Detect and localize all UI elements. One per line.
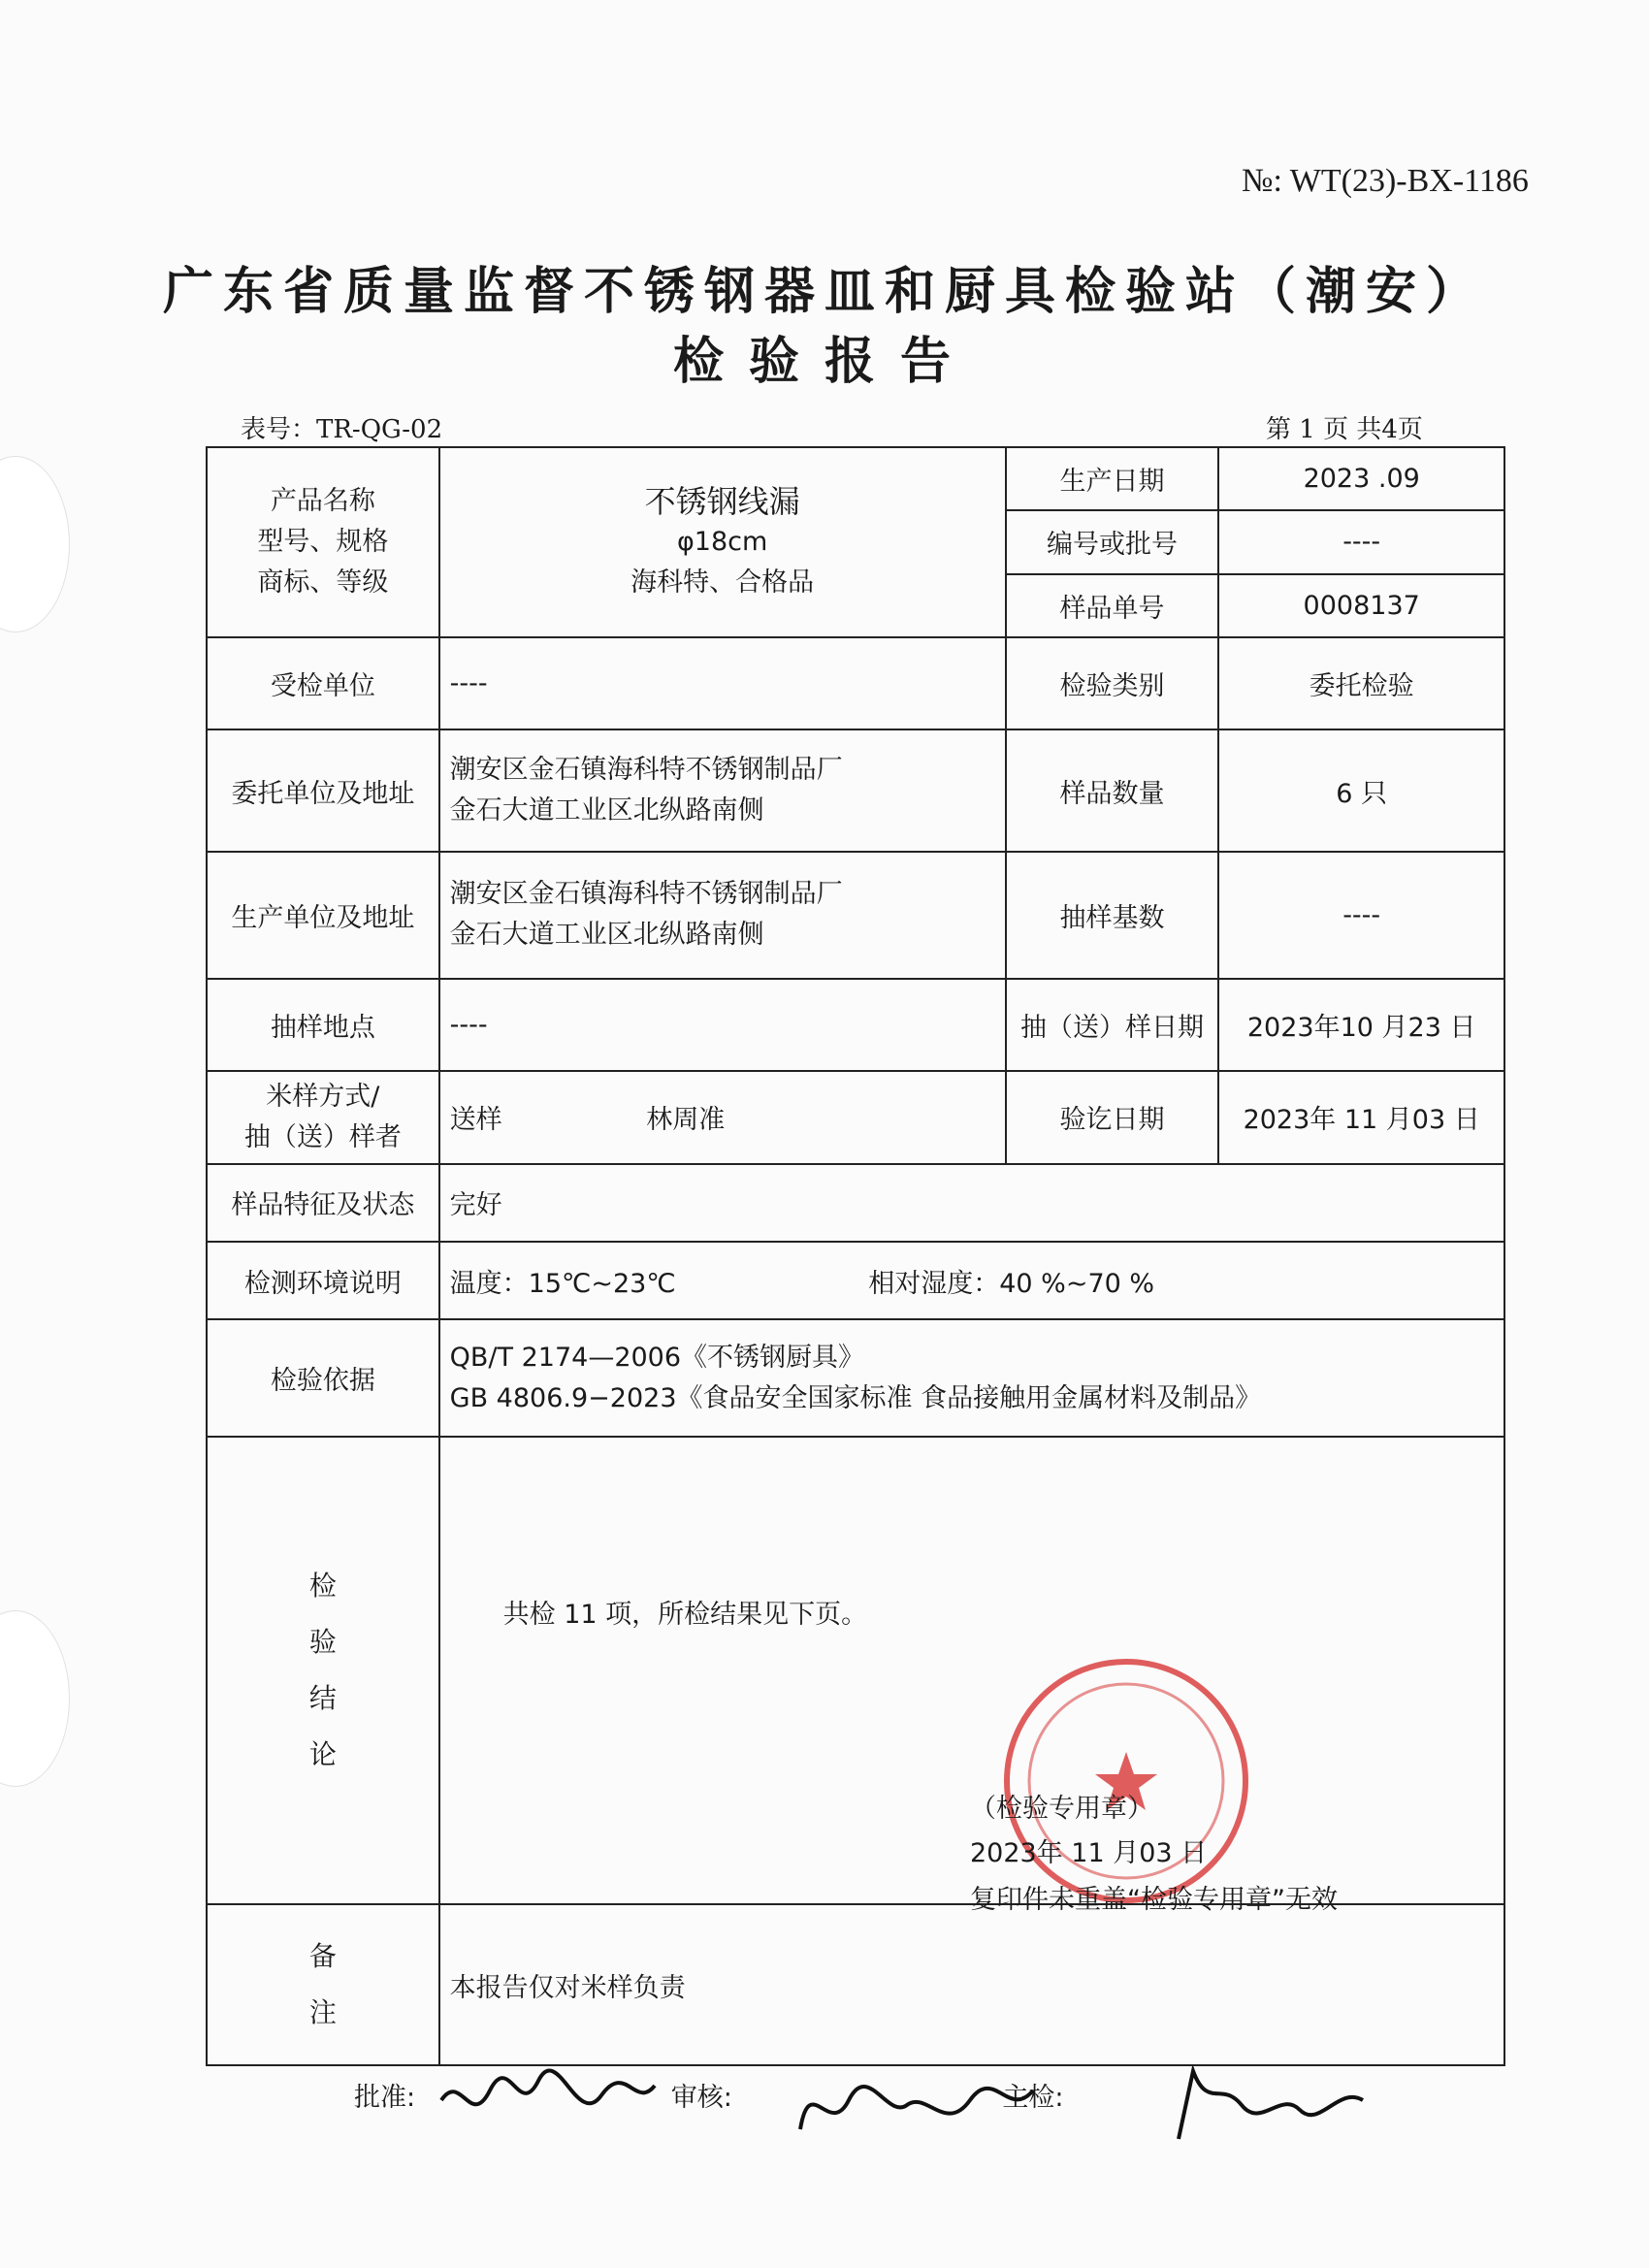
finish-date-label: 验讫日期 [1006,1071,1219,1163]
sample-state-value: 完好 [439,1164,1504,1242]
review-label: 审核: [670,2083,732,2113]
inspector-signature [1164,2061,1377,2149]
sample-qty-value: 6 只 [1218,729,1504,852]
client-value: 潮安区金石镇海科特不锈钢制品厂 金石大道工业区北纵路南侧 [439,729,1006,852]
page-info: 第 1 页 共4页 [1266,415,1423,444]
punch-hole [0,456,70,632]
punch-hole [0,1610,70,1787]
inspection-type-label: 检验类别 [1006,637,1219,729]
inspection-type-value: 委托检验 [1218,637,1504,729]
page-subtitle: 检验报告 [672,332,976,391]
conclusion-text: 共检 11 项，所检结果见下页。 [502,1600,868,1630]
production-date-value: 2023 .09 [1218,447,1504,510]
approve-label: 批准: [354,2083,416,2113]
reviewer-signature [791,2061,1043,2149]
finish-date-value: 2023年 11 月03 日 [1218,1071,1504,1163]
inspected-unit-label: 受检单位 [207,637,439,729]
product-name-value: 不锈钢线漏 φ18cm 海科特、合格品 [439,447,1006,637]
stamp-date: 2023年 11 月03 日 [970,1838,1208,1868]
sample-no-value: 0008137 [1218,574,1504,637]
batch-label: 编号或批号 [1006,510,1219,573]
sampling-base-label: 抽样基数 [1006,852,1219,979]
inspected-unit-value: ---- [439,637,1006,729]
sampling-method-label: 米样方式/ 抽（送）样者 [207,1071,439,1163]
sampling-date-value: 2023年10 月23 日 [1218,979,1504,1071]
sampler-name: 林周准 [646,1105,726,1136]
sample-state-label: 样品特征及状态 [207,1164,439,1242]
sampling-place-value: ---- [439,979,1006,1071]
sample-no-label: 样品单号 [1006,574,1219,637]
remark-label: 备 注 [207,1904,439,2065]
sampling-place-label: 抽样地点 [207,979,439,1071]
remark-value: 本报告仅对米样负责 [439,1904,1504,2065]
producer-value: 潮安区金石镇海科特不锈钢制品厂 金石大道工业区北纵路南侧 [439,852,1006,979]
inspect-label: 主检: [1002,2083,1064,2113]
basis-label: 检验依据 [207,1319,439,1437]
basis-value: QB/T 2174—2006《不锈钢厨具》 GB 4806.9−2023《食品安全国家标准 食品接触用金属材料及制品》 [439,1319,1504,1437]
env-label: 检测环境说明 [207,1242,439,1319]
client-label: 委托单位及地址 [207,729,439,852]
env-value: 温度：15℃~23℃ 相对湿度：40 %~70 % [439,1242,1504,1319]
page-title: 广东省质量监督不锈钢器皿和厨具检验站（潮安） [162,262,1486,321]
sampling-base-value: ---- [1218,852,1504,979]
stamp-note: 复印件未重盖“检验专用章”无效 [970,1885,1338,1915]
conclusion-label: 检 验 结 论 [207,1437,439,1904]
report-table [206,446,1505,2066]
stamp-label: （检验专用章） [970,1794,1153,1824]
form-number: 表号：TR-QG-02 [241,415,443,444]
production-date-label: 生产日期 [1006,447,1219,510]
report-number: №: WT(23)-BX-1186 [1242,163,1529,199]
approver-signature [432,2061,664,2149]
batch-value: ---- [1218,510,1504,573]
sampling-date-label: 抽（送）样日期 [1006,979,1219,1071]
product-name-label: 产品名称 型号、规格 商标、等级 [207,447,439,637]
sampling-method-value: 送样 林周准 [439,1071,1006,1163]
sample-qty-label: 样品数量 [1006,729,1219,852]
producer-label: 生产单位及地址 [207,852,439,979]
